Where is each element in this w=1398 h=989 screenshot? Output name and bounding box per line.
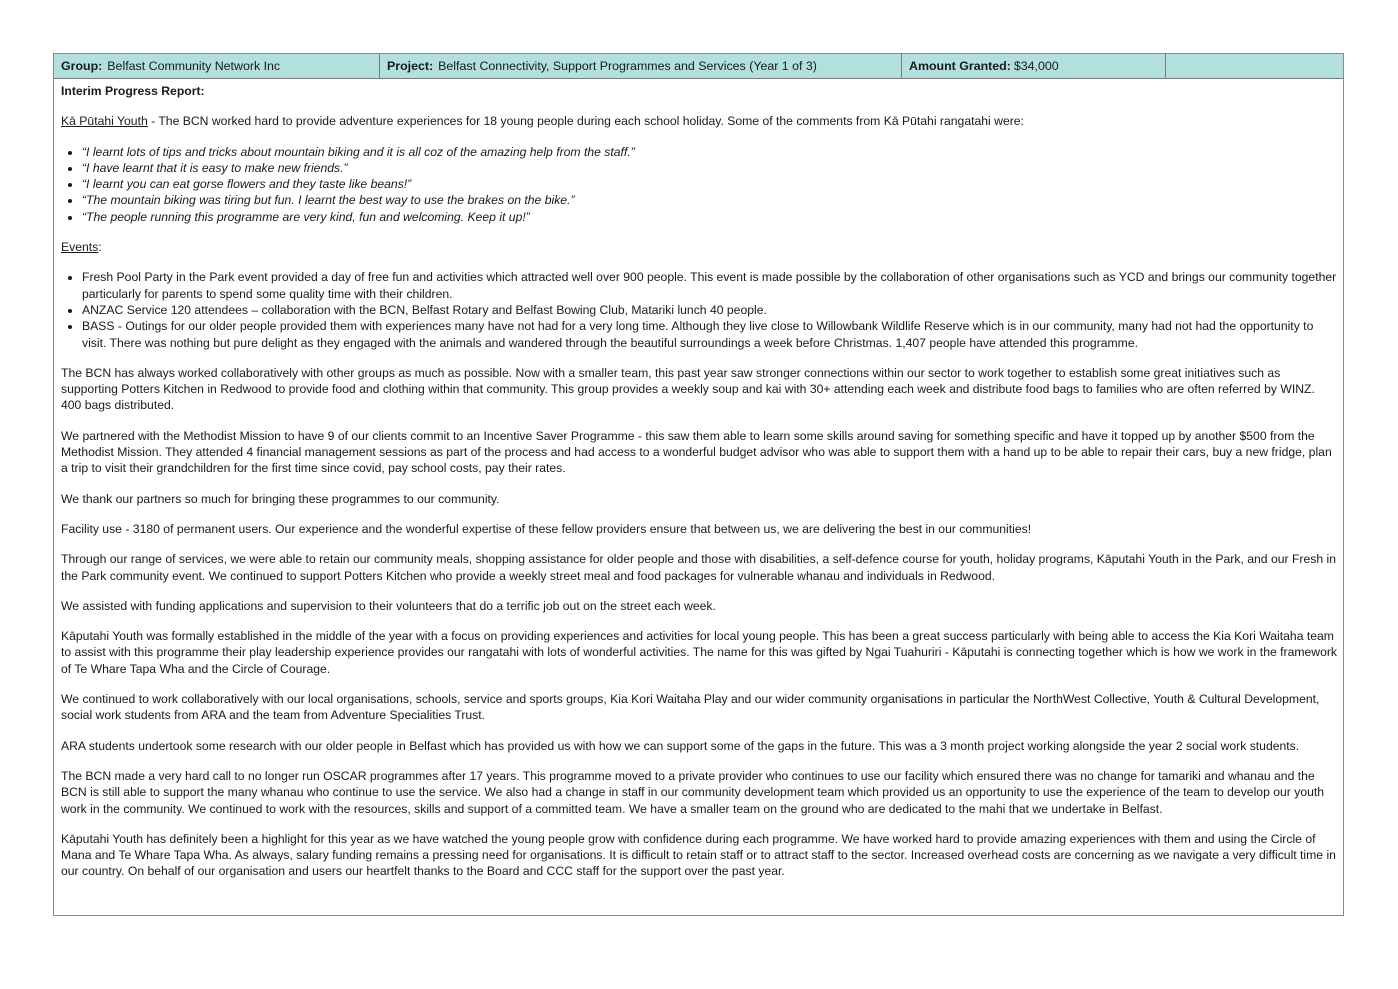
body-paragraph: We continued to work collaboratively with our local organisations, schools, service and sports groups, Kia Kori Waitaha Play and our wider community organisations in particular the NorthWest Collective, Youth & Cultural Development, social work students from ARA and the team from Adventure Specialities Trust. <box>61 692 1320 723</box>
event-item: • Fresh Pool Party in the Park event provided a day of free fun and activities which attracted well over 900 people. This event is made possible by the collaboration of other organisations such as YCD and brings our community together particularly for parents to spend some quality time with their children. <box>82 269 1337 302</box>
body-paragraph: The BCN made a very hard call to no longer run OSCAR programmes after 17 years. This programme moved to a private provider who continues to use our facility which ensured there was no change for tamariki and whanau and the BCN is still able to support the many whanau who continue to use the service. We also had a change in staff in our community development team which provided us an opportunity to use the experience of the team to develop our youth work in the community. We continued to work with the resources, skills and support of a committed team. We have a smaller team on the ground who are dedicated to the mahi that we undertake in Belfast. <box>61 768 1325 816</box>
quotes-list <box>61 144 1337 225</box>
body-paragraph: ARA students undertook some research with our older people in Belfast which has provided us with how we can support some of the gaps in the future. This was a 3 month project working alongside the year 2 social work students. <box>61 738 1300 753</box>
quote-item: • “I learnt lots of tips and tricks about mountain biking and it is all coz of the amazing help from the staff.” <box>82 144 1337 160</box>
report-body <box>54 79 1343 880</box>
quote-item: • “The mountain biking was tiring but fun. I learnt the best way to use the brakes on the bike.” <box>82 192 1337 208</box>
group-value: Belfast Community Network Inc <box>107 59 281 73</box>
event-item: • ANZAC Service 120 attendees – collaboration with the BCN, Belfast Rotary and Belfast Bowing Club, Matariki lunch 40 people. <box>82 302 1337 318</box>
project-value: Belfast Connectivity, Support Programmes and Services (Year 1 of 3) <box>438 59 817 73</box>
youth-intro-text: - The BCN worked hard to provide adventure experiences for 18 young people during each school holiday. Some of the comments from Kā Pūtahi rangatahi were: <box>147 114 1024 129</box>
body-paragraph: We assisted with funding applications and supervision to their volunteers that do a terrific job out on the street each week. <box>61 598 716 613</box>
report-title: Interim Progress Report: <box>61 84 205 98</box>
body-paragraph: Kāputahi Youth has definitely been a highlight for this year as we have watched the young people grow with confidence during each programme. We have worked hard to provide amazing experiences with them and using the Circle of Mana and Te Whare Tapa Wha. As always, salary funding remains a pressing need for organisations. It is difficult to retain staff or to attract staff to the sector. Increased overhead costs are concerning as we navigate a very difficult time in our country. On behalf of our organisation and users our heartfelt thanks to the Board and CCC staff for the support over the past year. <box>61 831 1336 879</box>
amount-cell <box>902 54 1166 78</box>
events-colon: : <box>98 240 102 255</box>
events-heading-paragraph <box>61 239 1337 255</box>
events-heading: Events <box>61 240 99 255</box>
amount-label: Amount Granted: <box>909 59 1011 73</box>
group-label: Group: <box>61 59 103 73</box>
progress-report-table <box>53 53 1344 916</box>
body-paragraph: Through our range of services, we were able to retain our community meals, shopping assistance for older people and those with disabilities, a self-defence course for youth, holiday programs, Kāputahi Youth in the Park, and our Fresh in the Park community event. We continued to support Potters Kitchen who provide a weekly street meal and food packages for vulnerable whanau and individuals in Redwood. <box>61 552 1336 583</box>
body-paragraph: We partnered with the Methodist Mission to have 9 of our clients commit to an Incentive Saver Programme - this saw them able to learn some skills around saving for something specific and have it topped up by another $500 from the Methodist Mission. They attended 4 financial management sessions as part of the process and had access to a wonderful budget advisor who was able to support them with a hand up to be able to repair their cars, buy a new fridge, plan a trip to visit their grandchildren for the first time since covid, pay school costs, pay their rates. <box>61 428 1332 476</box>
youth-intro-paragraph <box>61 113 1337 129</box>
quote-item: • “The people running this programme are very kind, fun and welcoming. Keep it up!” <box>82 209 1337 225</box>
group-cell <box>54 54 380 78</box>
project-cell <box>380 54 902 78</box>
events-list <box>61 269 1337 350</box>
quote-item: • “I have learnt that it is easy to make new friends.” <box>82 160 1337 176</box>
event-item: • BASS - Outings for our older people provided them with experiences many have not had for a very long time. Although they live close to Willowbank Wildlife Reserve which is in our community, many had not had the opportunity to visit. There was nothing but pure delight as they engaged with the animals and wandered through the beautiful surroundings a week before Christmas. 1,407 people have attended this programme. <box>82 318 1337 351</box>
body-paragraph: We thank our partners so much for bringing these programmes to our community. <box>61 491 500 506</box>
body-paragraph: The BCN has always worked collaboratively with other groups as much as possible. Now with a smaller team, this past year saw stronger connections within our sector to work together to establish some great initiatives such as supporting Potters Kitchen in Redwood to provide food and clothing within that community. This group provides a weekly soup and kai with 30+ attending each week and distribute food bags to families who are often referred by WINZ. 400 bags distributed. <box>61 365 1315 413</box>
amount-value: $34,000 <box>1013 59 1059 73</box>
body-paragraph: Kāputahi Youth was formally established in the middle of the year with a focus on providing experiences and activities for local young people. This has been a great success particularly with being able to access the Kia Kori Waitaha team to assist with this programme their play leadership experience provides our rangatahi with lots of wonderful activities. The name for this was gifted by Ngai Tuahuriri - Kāputahi is connecting together which is how we work in the framework of Te Whare Tapa Wha and the Circle of Courage. <box>61 629 1338 676</box>
report-header-row <box>54 54 1343 79</box>
empty-header-cell <box>1166 54 1343 78</box>
quote-item: • “I learnt you can eat gorse flowers and they taste like beans!” <box>82 176 1337 192</box>
youth-heading: Kā Pūtahi Youth <box>61 114 148 129</box>
body-paragraph: Facility use - 3180 of permanent users. Our experience and the wonderful expertise of these fellow providers ensure that between us, we are delivering the best in our communities! <box>61 521 1032 536</box>
project-label: Project: <box>387 59 434 73</box>
